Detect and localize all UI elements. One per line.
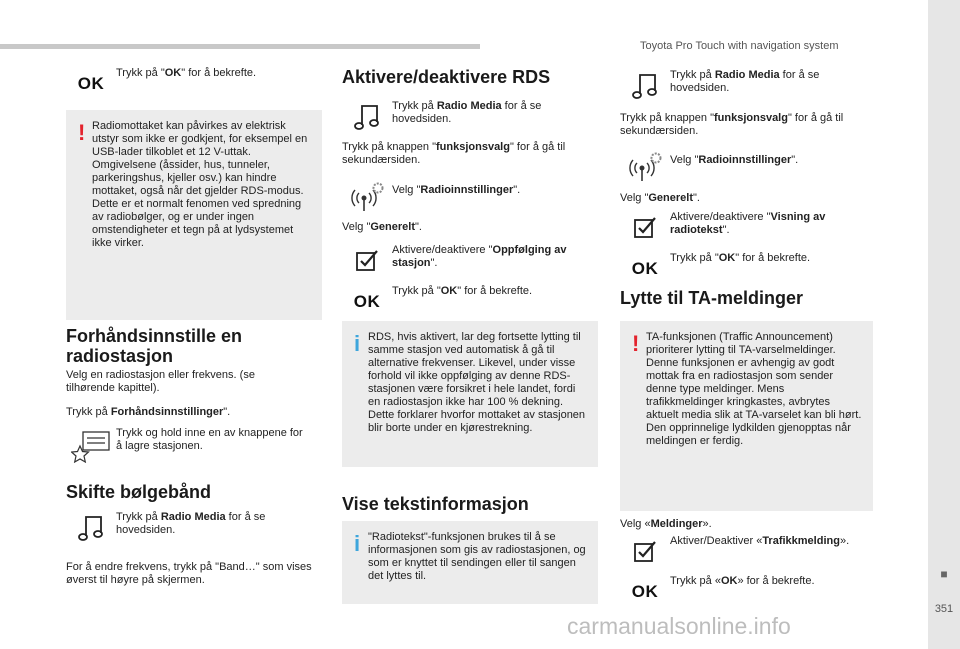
checkbox-icon bbox=[620, 210, 670, 244]
section-heading-band: Skifte bølgebånd bbox=[66, 482, 212, 502]
music-note-icon bbox=[342, 99, 392, 133]
section-heading-rds: Aktivere/deaktivere RDS bbox=[342, 67, 551, 87]
ta-ok-step: OK Trykk på «OK» for å bekrefte. bbox=[620, 574, 876, 608]
rt-ok-step: OK Trykk på "OK" for å bekrefte. bbox=[620, 251, 876, 285]
preset-text: Velg en radiostasjon eller frekvens. (se tilhørende kapittel). bbox=[66, 369, 255, 394]
preset-save-step: Trykk og hold inne en av knappene for å lagre stasjonen. bbox=[66, 426, 322, 466]
ta-traffic-step: Aktiver/Deaktiver «Trafikkmelding». bbox=[620, 534, 876, 568]
radiotext-info-text: "Radiotekst"-funksjonen brukes til å se informasjonen som gis av radiostasjonen, og som er knyttet til sendingen eller til sangen det lyttes til. bbox=[368, 531, 586, 582]
section-heading-radiotext: Vise tekstinformasjon bbox=[342, 494, 529, 514]
rds-function-text: Trykk på knappen "funksjonsvalg" for å gå til sekundærsiden. bbox=[342, 141, 566, 166]
info-icon: i bbox=[354, 331, 361, 356]
watermark: carmanualsonline.info bbox=[567, 613, 791, 639]
ok-confirm-step: OK Trykk på "OK" for å bekrefte. bbox=[66, 66, 326, 100]
music-note-icon bbox=[66, 510, 116, 544]
ta-warning-box bbox=[620, 321, 873, 511]
preset-instruction: Trykk på Forhåndsinnstillinger". bbox=[66, 406, 231, 418]
ok-icon: OK bbox=[631, 258, 659, 278]
radio-settings-icon bbox=[342, 180, 392, 214]
rds-ok-step: OK Trykk på "OK" for å bekrefte. bbox=[342, 284, 598, 318]
section-heading-ta: Lytte til TA-meldinger bbox=[620, 288, 804, 308]
section-heading-preset: Forhåndsinnstille en radiostasjon bbox=[66, 326, 243, 366]
rt-radio-settings-step: Velg "Radioinnstillinger". bbox=[620, 150, 876, 184]
rds-info-text: RDS, hvis aktivert, lar deg fortsette lytting til samme stasjon ved automatisk å gå til alternative frekvenser. Likevel, under visse forhold vil ikke oppfølging av denne RDS-stasjonen være forsikret i hele landet, fordi en radiostasjon ikke har 100 % dekning. Dette forklarer hvorfor mottaket av stasjonen blir borte under en kjørestrekning. bbox=[368, 331, 586, 434]
checkbox-icon bbox=[342, 243, 392, 277]
radio-settings-icon bbox=[620, 150, 670, 184]
rds-radio-settings-step: Velg "Radioinnstillinger". bbox=[342, 180, 598, 214]
page-marker: ■ bbox=[940, 567, 948, 581]
rt-display-radiotext-step: Aktivere/deaktivere "Visning av radiotekst". bbox=[620, 210, 876, 244]
rt-function-text: Trykk på knappen "funksjonsvalg" for å gå til sekundærsiden. bbox=[620, 112, 844, 137]
warning-text: Radiomottaket kan påvirkes av elektrisk utstyr som ikke er godkjent, for eksempel en USB-lader tilkoblet et 12 V-uttak. Omgivelsene (åssider, hus, tunneler, parkeringshus, kjeller osv.) kan hindre mottaket, også når det gjelder RDS-modus. Dette er et normalt fenomen ved spredning av radiobølger, og er under ingen omstendigheter et tegn på at lydsystemet ikke virker. bbox=[92, 120, 308, 249]
rt-general-text: Velg "Generelt". bbox=[620, 192, 700, 204]
rds-radio-media-step: Trykk på Radio Media for å se hovedsiden. bbox=[342, 99, 598, 133]
ta-messages-text: Velg «Meldinger». bbox=[620, 518, 712, 530]
ok-icon: OK bbox=[353, 291, 381, 311]
radiotext-info-box bbox=[342, 521, 598, 604]
info-icon: i bbox=[354, 531, 361, 556]
ta-warning-text: TA-funksjonen (Traffic Announcement) prioriterer lytting til TA-varselmeldinger. Denne funksjonen er avhengig av godt mottak fra en radiostasjon som sender denne type meldinger. Mens trafikkmeldinger kringkastes, avbrytes aktuelt media slik at TA-varselet kan bli hørt. Den opprinnelige lydkilden gjenopptas når meldingen er ferdig. bbox=[646, 331, 862, 447]
warning-icon: ! bbox=[78, 120, 86, 145]
rds-general-text: Velg "Generelt". bbox=[342, 221, 422, 233]
header-title: Toyota Pro Touch with navigation system bbox=[640, 40, 839, 52]
ok-icon: OK bbox=[77, 73, 105, 93]
warning-icon: ! bbox=[632, 331, 640, 356]
band-radio-media-step: Trykk på Radio Media for å se hovedsiden. bbox=[66, 510, 322, 544]
band-text: For å endre frekvens, trykk på "Band…" som vises øverst til høyre på skjermen. bbox=[66, 561, 312, 586]
page-number: 351 bbox=[934, 603, 954, 615]
side-strip bbox=[928, 0, 960, 649]
music-note-icon bbox=[620, 68, 670, 102]
checkbox-icon bbox=[620, 534, 670, 568]
preset-star-icon bbox=[66, 426, 116, 466]
rds-info-box bbox=[342, 321, 598, 467]
header-rule bbox=[0, 44, 480, 49]
rt-radio-media-step: Trykk på Radio Media for å se hovedsiden. bbox=[620, 68, 876, 102]
ok-icon: OK bbox=[631, 581, 659, 601]
warning-box bbox=[66, 110, 322, 320]
rds-station-follow-step: Aktivere/deaktivere "Oppfølging av stasjon". bbox=[342, 243, 598, 277]
